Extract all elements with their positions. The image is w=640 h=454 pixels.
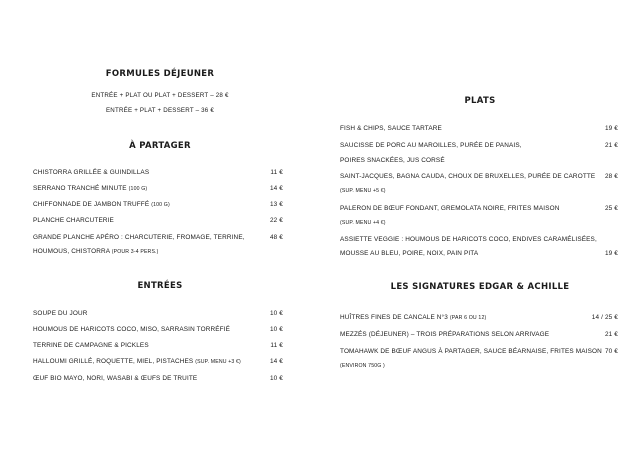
item-price: 28 € [604, 173, 618, 180]
item-name: HUÎTRES FINES DE CANCALE N°3 [340, 314, 448, 321]
item-name: ŒUF BIO MAYO, NORI, WASABI & ŒUFS DE TRUITE [33, 375, 198, 382]
item-price: 19 € [604, 125, 618, 132]
item-name: CHISTORRA GRILLÉE & GUINDILLAS [33, 169, 150, 176]
signatures-title: LES SIGNATURES EDGAR & ACHILLE [390, 282, 570, 292]
item-note: (SUP. MENU +4 €) [340, 220, 386, 226]
item-name: FISH & CHIPS, SAUCE TARTARE [340, 125, 442, 132]
a-partager-title: À PARTAGER [129, 141, 191, 151]
item-note: (ENVIRON 750G ) [340, 363, 385, 369]
item-price: 11 € [270, 169, 283, 176]
item-name-wrap [33, 358, 241, 366]
item-price: 10 € [269, 310, 283, 317]
item-name: PLANCHE CHARCUTERIE [33, 217, 114, 224]
item-price: 13 € [269, 201, 283, 208]
item-price: 70 € [604, 348, 618, 355]
item-price: 14 € [269, 185, 283, 192]
item-price: 22 € [269, 217, 283, 224]
item-name: TERRINE DE CAMPAGNE & PICKLES [33, 342, 149, 349]
item-name: HOUMOUS DE HARICOTS COCO, MISO, SARRASIN TORRÉFIÉ [33, 326, 231, 333]
item-note: (POUR 3-4 PERS.) [111, 249, 159, 255]
item-name-line-2 [33, 248, 159, 256]
item-name-wrap [33, 201, 170, 209]
item-name: PALERON DE BŒUF FONDANT, GREMOLATA NOIRE, FRITES MAISON [340, 205, 560, 212]
item-price: 19 € [604, 250, 618, 257]
item-price: 10 € [269, 375, 283, 382]
item-note: (100 G) [128, 186, 148, 192]
item-name-cont: MOUSSE AU BLEU, POIRE, NOIX, PAIN PITA [340, 250, 479, 257]
item-name: MEZZÉS (DÉJEUNER) – TROIS PRÉPARATIONS SELON ARRIVAGE [340, 331, 550, 338]
formules-title: FORMULES DÉJEUNER [105, 69, 215, 79]
item-name: SAINT-JACQUES, BAGNA CAUDA, CHOUX DE BRUXELLES, PURÉE DE CAROTTE [340, 173, 596, 180]
item-price: 21 € [604, 331, 618, 338]
item-name: SAUCISSE DE PORC AU MAROILLES, PURÉE DE PANAIS, [340, 142, 522, 149]
item-name-cont: POIRES SNACKÉES, JUS CORSÉ [340, 157, 445, 164]
item-name-cont: HOUMOUS, CHISTORRA [33, 248, 110, 255]
item-note: (SUP. MENU +5 €) [340, 188, 386, 194]
item-note: (100 G) [151, 202, 170, 208]
item-price: 10 € [269, 326, 283, 333]
plats-title: PLATS [464, 96, 496, 106]
item-name: SOUPE DU JOUR [33, 310, 88, 317]
entrees-title: ENTRÉES [137, 281, 183, 291]
item-price: 14 € [269, 358, 283, 365]
item-note: (PAR 6 OU 12) [449, 315, 487, 321]
item-name: SERRANO TRANCHÉ MINUTE [33, 185, 127, 192]
item-name: CHIFFONNADE DE JAMBON TRUFFÉ [33, 201, 150, 208]
formule-line-1: ENTRÉE + PLAT OU PLAT + DESSERT – 28 € [91, 92, 229, 99]
formule-line-2: ENTRÉE + PLAT + DESSERT – 36 € [105, 107, 215, 114]
item-name-wrap [340, 314, 486, 322]
item-name-wrap [33, 185, 147, 193]
item-price: 21 € [604, 142, 618, 149]
item-price: 25 € [604, 205, 618, 212]
item-name: ASSIETTE VEGGIE : HOUMOUS DE HARICOTS COCO, ENDIVES CARAMÉLISÉES, [340, 236, 597, 243]
item-note: (SUP. MENU +3 €) [195, 359, 241, 365]
item-name: TOMAHAWK DE BŒUF ANGUS À PARTAGER, SAUCE BÉARNAISE, FRITES MAISON [340, 348, 602, 355]
item-price: 48 € [269, 234, 283, 241]
item-price: 14 / 25 € [591, 314, 618, 321]
item-name: HALLOUMI GRILLÉ, ROQUETTE, MIEL, PISTACHES [33, 358, 194, 365]
item-name: GRANDE PLANCHE APÉRO : CHARCUTERIE, FROMAGE, TERRINE, [33, 234, 245, 241]
item-price: 11 € [270, 342, 283, 349]
